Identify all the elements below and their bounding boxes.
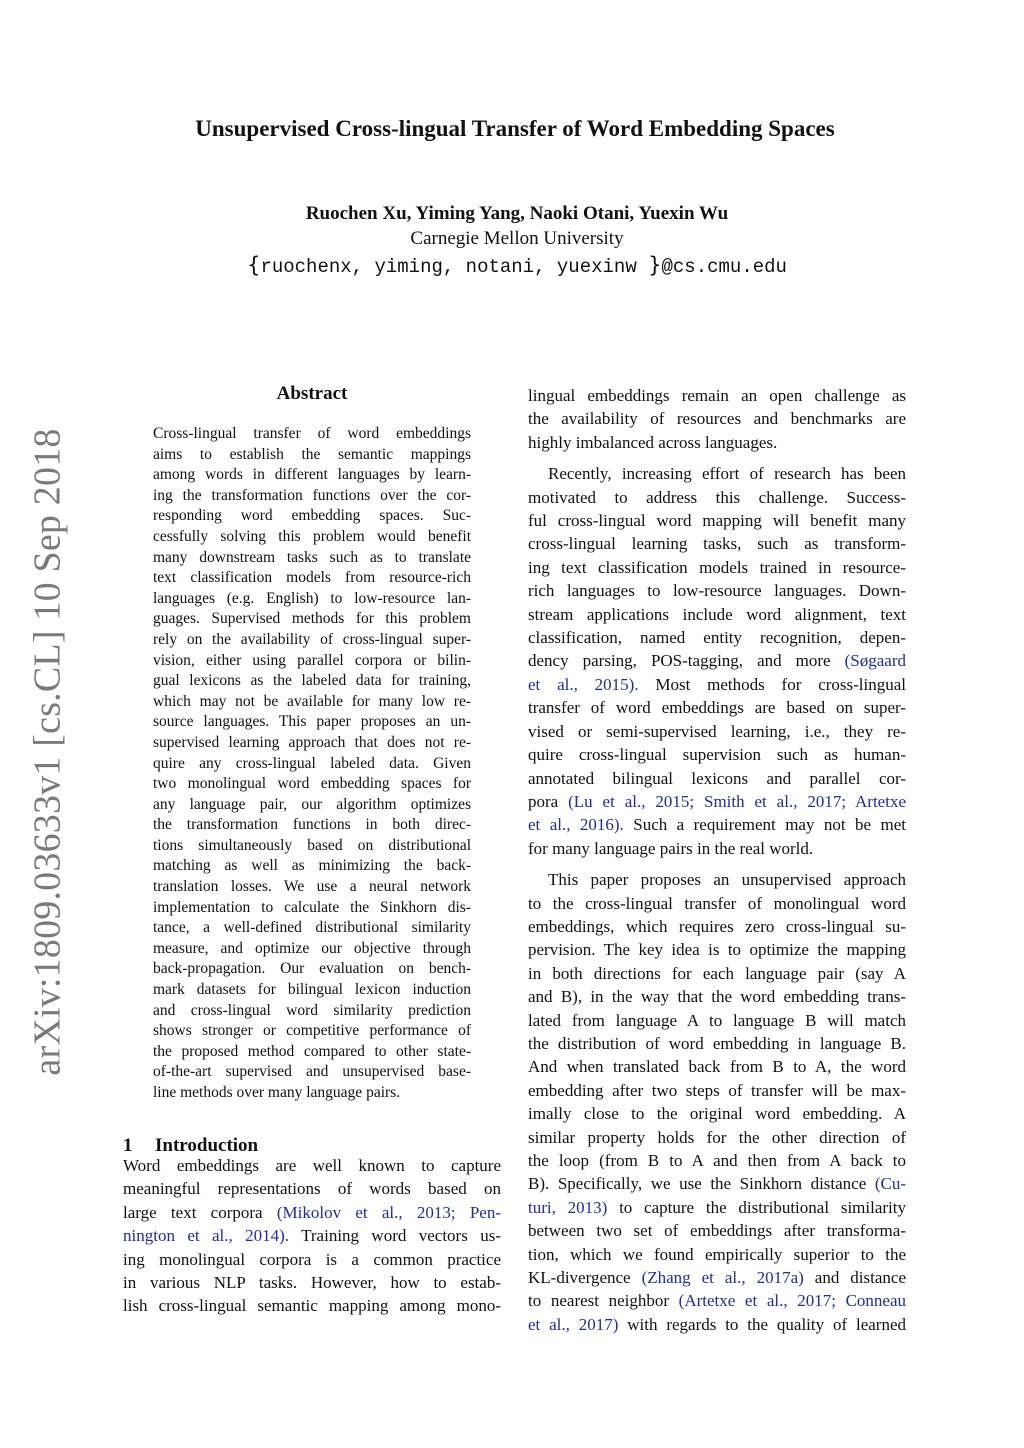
text-line: cross-lingual learning tasks, such as transform- [528, 534, 906, 554]
text-line: rich languages to low-resource languages. Down- [528, 581, 906, 601]
abstract-line: tance, a well-defined distributional similarity [153, 919, 471, 937]
text-line: annotated bilingual lexicons and parallel cor- [528, 768, 906, 788]
affiliation: Carnegie Mellon University [410, 228, 624, 249]
text-line: classification, named entity recognition, depen- [528, 628, 906, 648]
abstract-line: mark datasets for bilingual lexicon induction [153, 981, 471, 999]
text-line: B). Specifically, we use the Sinkhorn distance (Cu- [528, 1174, 906, 1194]
citation-link[interactable]: et al., 2015). [528, 674, 639, 694]
arxiv-sidebar [20, 428, 76, 1076]
abstract-line: Cross-lingual transfer of word embeddings [153, 425, 471, 442]
text-line: et al., 2016). Such a requirement may not be met [528, 815, 907, 835]
citation-link[interactable]: (Zhang et al., 2017a) [641, 1268, 804, 1288]
text-line: et al., 2017) with regards to the quality of learned [528, 1314, 907, 1334]
abstract-line: source languages. This paper proposes an un- [153, 713, 471, 731]
text-line: lated from language A to language B will match [528, 1010, 906, 1030]
text-line: nington et al., 2014). Training word vectors us- [123, 1226, 501, 1246]
abstract-line: rely on the availability of cross-lingual super- [153, 630, 471, 648]
text-line: embeddings, which requires zero cross-lingual su- [528, 916, 906, 936]
intro-left-column [123, 1154, 501, 1318]
citation-link[interactable]: (Lu et al., 2015; Smith et al., 2017; Artetxe [568, 791, 906, 811]
text-line: similar property holds for the other direction of [528, 1127, 906, 1147]
citation-link[interactable]: (Søgaard [844, 651, 906, 671]
text-line: lish cross-lingual semantic mapping among mono- [123, 1296, 501, 1316]
abstract-line: responding word embedding spaces. Suc- [153, 507, 471, 525]
abstract-line: measure, and optimize our objective through [153, 939, 471, 957]
abstract-line: gual lexicons as the labeled data for training, [153, 672, 471, 690]
citation-link[interactable]: turi, 2013) [528, 1197, 608, 1217]
email-users: ruochenx, yiming, notani, yuexinw [260, 256, 649, 278]
abstract-line: supervised learning approach that does not re- [153, 733, 471, 751]
text-line: between two set of embeddings after transforma- [528, 1221, 906, 1241]
abstract-line: any language pair, our algorithm optimizes [153, 795, 471, 813]
email-open-brace: { [247, 253, 261, 277]
text-line: to nearest neighbor (Artetxe et al., 2017; Conneau [528, 1291, 906, 1311]
abstract-line: vision, either using parallel corpora or bilin- [153, 651, 471, 669]
abstract-line: shows stronger or competitive performance of [153, 1022, 471, 1040]
text-line: embedding after two steps of transfer will be max- [528, 1080, 906, 1100]
text-line: for many language pairs in the real world. [528, 838, 814, 858]
abstract-line: the transformation functions in both direc- [153, 816, 471, 834]
text-line: transfer of word embeddings are based on super- [528, 698, 906, 718]
abstract-line: back-propagation. Our evaluation on bench- [153, 960, 471, 978]
abstract-heading: Abstract [276, 383, 348, 404]
citation-link[interactable]: (Cu- [874, 1174, 906, 1194]
citation-link[interactable]: nington et al., 2014). [123, 1226, 290, 1246]
text-line: ful cross-lingual word mapping will benefit many [528, 511, 906, 531]
author-emails [0, 253, 1024, 278]
abstract-line: aims to establish the semantic mappings [153, 445, 471, 463]
abstract-line: and cross-lingual word similarity prediction [153, 1001, 471, 1019]
text-line: quire cross-lingual supervision such as human- [528, 745, 906, 765]
text-line: Word embeddings are well known to capture [123, 1156, 501, 1175]
citation-link[interactable]: (Artetxe et al., 2017; Conneau [678, 1291, 906, 1311]
text-line: This paper proposes an unsupervised approach [548, 870, 906, 890]
citation-link[interactable]: et al., 2016). [528, 815, 624, 835]
text-line: Recently, increasing effort of research has been [548, 464, 906, 484]
section-number: 1 [123, 1134, 133, 1156]
text-line: the loop (from B to A and then from A back to [528, 1151, 906, 1170]
abstract-line: matching as well as minimizing the back- [153, 857, 471, 875]
arxiv-identifier: arXiv:1809.03633v1 [cs.CL] 10 Sep 2018 [27, 428, 70, 1076]
email-domain: @cs.cmu.edu [661, 256, 787, 278]
abstract-line: many downstream tasks such as to translate [153, 548, 471, 566]
text-line: in both directions for each language pair (say A [528, 963, 906, 983]
text-line: et al., 2015). Most methods for cross-lingual [528, 674, 907, 694]
text-line: ing text classification models trained in resource- [528, 557, 906, 577]
abstract-line: the proposed method compared to other state- [153, 1042, 471, 1060]
text-line: lingual embeddings remain an open challenge as [528, 386, 906, 405]
abstract-line: languages (e.g. English) to low-resource lan- [153, 589, 471, 607]
text-line: pora (Lu et al., 2015; Smith et al., 2017; Artetxe [528, 791, 906, 811]
abstract-line: guages. Supervised methods for this problem [153, 610, 471, 628]
citation-link[interactable]: (Mikolov et al., 2013; Pen- [276, 1202, 501, 1222]
abstract-line: line methods over many language pairs. [153, 1084, 401, 1101]
text-line: vised or semi-supervised learning, i.e., they re- [528, 721, 906, 741]
text-line: large text corpora (Mikolov et al., 2013; Pen- [123, 1202, 501, 1222]
abstract-line: implementation to calculate the Sinkhorn dis- [153, 898, 471, 916]
abstract-body [153, 424, 471, 1104]
text-line: and B), in the way that the word embedding trans- [528, 987, 906, 1007]
text-line: stream applications include word alignment, text [528, 604, 906, 624]
text-line: motivated to address this challenge. Success- [528, 487, 906, 507]
abstract-line: of-the-art supervised and unsupervised base- [153, 1063, 471, 1081]
abstract-line: tions simultaneously based on distributional [153, 836, 471, 854]
text-line: And when translated back from B to A, the word [528, 1057, 906, 1077]
abstract-line: cessfully solving this problem would benefit [153, 527, 471, 545]
text-line: in various NLP tasks. However, how to estab- [123, 1273, 501, 1293]
text-line: meaningful representations of words based on [123, 1179, 501, 1199]
abstract-line: ing the transformation functions over the cor- [153, 486, 471, 504]
abstract-line: quire any cross-lingual labeled data. Given [153, 754, 471, 772]
author-list: Ruochen Xu, Yiming Yang, Naoki Otani, Yuexin Wu [305, 203, 729, 224]
text-line: dency parsing, POS-tagging, and more (Søgaard [528, 651, 906, 671]
abstract-line: two monolingual word embedding spaces for [153, 775, 471, 793]
text-line: the availability of resources and benchmarks are [528, 409, 906, 429]
abstract-line: text classification models from resource-rich [153, 569, 471, 587]
email-close-brace: } [648, 253, 662, 277]
text-line: turi, 2013) to capture the distributional similarity [528, 1197, 906, 1217]
intro-right-column [528, 384, 906, 1336]
abstract-line: which may not be available for many low re- [153, 692, 471, 710]
text-line: ing monolingual corpora is a common practice [123, 1249, 501, 1269]
paper-title: Unsupervised Cross-lingual Transfer of Word Embedding Spaces [195, 116, 835, 141]
text-line: tion, which we found empirically superior to the [528, 1244, 906, 1264]
text-line: the distribution of word embedding in language B. [528, 1033, 906, 1053]
abstract-line: translation losses. We use a neural network [153, 878, 471, 896]
text-line: to the cross-lingual transfer of monolingual word [528, 893, 906, 913]
text-line: KL-divergence (Zhang et al., 2017a) and distance [528, 1268, 906, 1288]
text-line: highly imbalanced across languages. [528, 432, 778, 452]
citation-link[interactable]: et al., 2017) [528, 1314, 619, 1334]
text-line: imally close to the original word embedding. A [528, 1104, 906, 1124]
abstract-line: among words in different languages by learn- [153, 466, 471, 484]
text-line: pervision. The key idea is to optimize the mapping [528, 940, 906, 960]
section-title: Introduction [155, 1134, 259, 1156]
